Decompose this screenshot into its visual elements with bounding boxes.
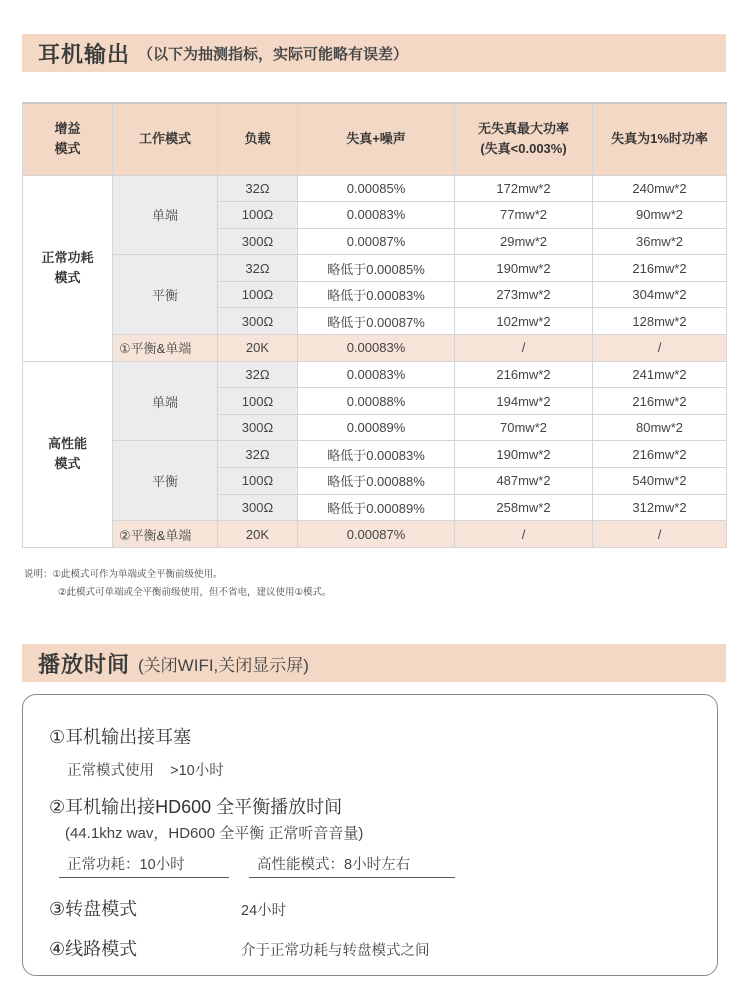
table-row	[23, 441, 727, 468]
power-1pct-cell: 241mw*2	[593, 361, 727, 388]
mode-balanced: 平衡	[113, 441, 218, 521]
thd-cell: 0.00083%	[298, 202, 455, 229]
max-power-cell: 77mw*2	[455, 202, 593, 229]
thd-cell: 0.00088%	[298, 388, 455, 415]
playback-box	[22, 694, 718, 976]
mode-single-ended: 单端	[113, 175, 218, 255]
max-power-cell: 273mw*2	[455, 281, 593, 308]
mode-balanced: 平衡	[113, 255, 218, 335]
note-line-2: ②此模式可单端或全平衡前级使用，但不省电，建议使用①模式。	[58, 587, 332, 598]
max-power-cell: 29mw*2	[455, 228, 593, 255]
item2-title: ②耳机输出接HD600 全平衡播放时间	[49, 797, 343, 817]
group-normal-power: 正常功耗 模式	[23, 175, 113, 361]
item1-title: ①耳机输出接耳塞	[49, 727, 192, 747]
mode-balanced-single: ①平衡&单端	[113, 335, 218, 362]
power-1pct-cell: 90mw*2	[593, 202, 727, 229]
item3-value: 24小时	[241, 903, 287, 919]
thd-cell: 0.00083%	[298, 361, 455, 388]
power-1pct-cell: 216mw*2	[593, 255, 727, 282]
underline-normal	[59, 877, 229, 878]
group-high-performance: 高性能 模式	[23, 361, 113, 547]
load-cell: 20K	[218, 521, 298, 548]
load-cell: 100Ω	[218, 388, 298, 415]
header-gain-mode: 增益 模式	[23, 103, 113, 175]
thd-cell: 0.00087%	[298, 228, 455, 255]
load-cell: 100Ω	[218, 281, 298, 308]
thd-cell: 略低于0.00083%	[298, 281, 455, 308]
mode-single-ended: 单端	[113, 361, 218, 441]
power-1pct-cell: 312mw*2	[593, 494, 727, 521]
item2-high-performance: 高性能模式：8小时左右	[257, 857, 411, 873]
item1-text: 正常模式使用 >10小时	[67, 763, 224, 779]
power-1pct-cell: 128mw*2	[593, 308, 727, 335]
underline-high	[249, 877, 455, 878]
power-1pct-cell: /	[593, 335, 727, 362]
header-power-1pct: 失真为1%时功率	[593, 103, 727, 175]
thd-cell: 略低于0.00088%	[298, 468, 455, 495]
load-cell: 20K	[218, 335, 298, 362]
table-row-special	[23, 335, 727, 362]
max-power-cell: 194mw*2	[455, 388, 593, 415]
table-row	[23, 361, 727, 388]
section-title: 播放时间	[38, 651, 131, 677]
thd-cell: 略低于0.00087%	[298, 308, 455, 335]
max-power-cell: 70mw*2	[455, 414, 593, 441]
max-power-cell: /	[455, 335, 593, 362]
max-power-cell: 487mw*2	[455, 468, 593, 495]
thd-cell: 0.00083%	[298, 335, 455, 362]
power-1pct-cell: 540mw*2	[593, 468, 727, 495]
max-power-cell: 258mw*2	[455, 494, 593, 521]
load-cell: 300Ω	[218, 494, 298, 521]
header-work-mode: 工作模式	[113, 103, 218, 175]
power-1pct-cell: 36mw*2	[593, 228, 727, 255]
table-header-row	[23, 103, 727, 175]
item2-normal-power: 正常功耗：10小时	[67, 857, 185, 873]
max-power-cell: 172mw*2	[455, 175, 593, 202]
max-power-cell: 216mw*2	[455, 361, 593, 388]
power-1pct-cell: 216mw*2	[593, 441, 727, 468]
load-cell: 100Ω	[218, 468, 298, 495]
load-cell: 32Ω	[218, 361, 298, 388]
thd-cell: 略低于0.00083%	[298, 441, 455, 468]
load-cell: 100Ω	[218, 202, 298, 229]
load-cell: 300Ω	[218, 228, 298, 255]
power-1pct-cell: /	[593, 521, 727, 548]
header-thd-noise: 失真+噪声	[298, 103, 455, 175]
table-row	[23, 175, 727, 202]
table-row	[23, 255, 727, 282]
load-cell: 32Ω	[218, 441, 298, 468]
note-line-1: 说明：①此模式可作为单端或全平衡前级使用。	[24, 569, 223, 580]
max-power-cell: 190mw*2	[455, 255, 593, 282]
load-cell: 300Ω	[218, 414, 298, 441]
item4-title: ④线路模式	[49, 939, 138, 959]
header-load: 负载	[218, 103, 298, 175]
max-power-cell: 102mw*2	[455, 308, 593, 335]
thd-cell: 略低于0.00085%	[298, 255, 455, 282]
power-1pct-cell: 80mw*2	[593, 414, 727, 441]
header-max-power: 无失真最大功率 (失真<0.003%)	[455, 103, 593, 175]
max-power-cell: /	[455, 521, 593, 548]
thd-cell: 0.00087%	[298, 521, 455, 548]
power-1pct-cell: 304mw*2	[593, 281, 727, 308]
power-1pct-cell: 240mw*2	[593, 175, 727, 202]
load-cell: 300Ω	[218, 308, 298, 335]
table-notes	[24, 566, 332, 602]
thd-cell: 0.00085%	[298, 175, 455, 202]
thd-cell: 0.00089%	[298, 414, 455, 441]
spec-table	[22, 102, 727, 548]
table-row-special	[23, 521, 727, 548]
load-cell: 32Ω	[218, 175, 298, 202]
headphone-output-header	[22, 34, 726, 72]
thd-cell: 略低于0.00089%	[298, 494, 455, 521]
item2-note: (44.1khz wav，HD600 全平衡 正常听音音量)	[65, 825, 364, 842]
section-subtitle: （以下为抽测指标，实际可能略有误差）	[138, 45, 409, 63]
max-power-cell: 190mw*2	[455, 441, 593, 468]
item4-value: 介于正常功耗与转盘模式之间	[241, 943, 430, 959]
section-title: 耳机输出	[38, 41, 131, 67]
playback-time-header	[22, 644, 726, 682]
power-1pct-cell: 216mw*2	[593, 388, 727, 415]
mode-balanced-single: ②平衡&单端	[113, 521, 218, 548]
section-subtitle: (关闭WIFI,关闭显示屏)	[138, 655, 309, 675]
load-cell: 32Ω	[218, 255, 298, 282]
item3-title: ③转盘模式	[49, 899, 138, 919]
